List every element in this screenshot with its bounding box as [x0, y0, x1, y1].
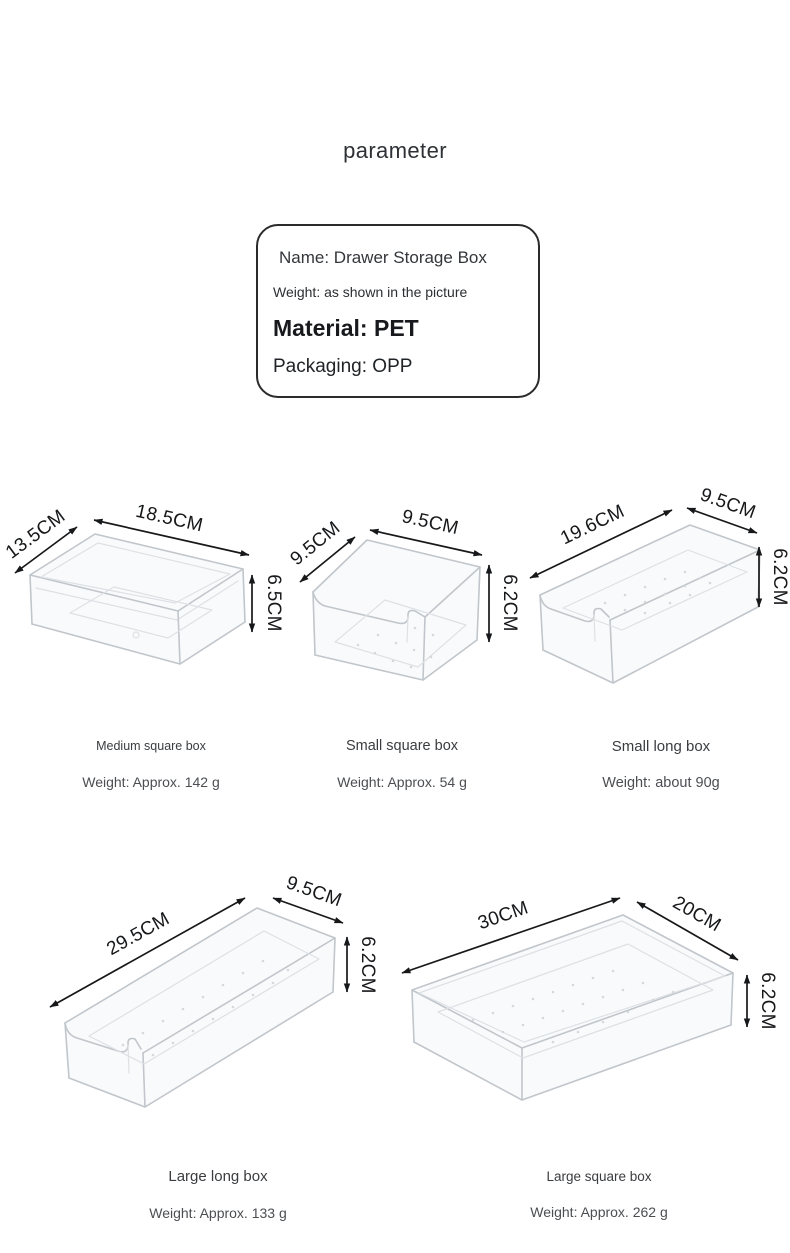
small-square-box-illustration — [283, 495, 520, 700]
product-weight: Weight: Approx. 142 g — [82, 773, 220, 790]
figure-small-long-box — [525, 483, 790, 695]
dimension-label-height: 6.2CM — [499, 574, 520, 632]
box-drawing — [30, 534, 245, 664]
spec-material-line: Material: PET — [273, 315, 419, 342]
spec-card — [256, 224, 540, 398]
figure-medium-square-box — [2, 498, 284, 694]
dimension-label-width: 9.5CM — [697, 484, 759, 524]
label-small-long-box — [602, 739, 719, 791]
spec-name-line: Name: Drawer Storage Box — [279, 248, 487, 267]
figure-large-long-box — [33, 872, 383, 1120]
label-medium-square-box — [82, 740, 220, 790]
large-long-box-illustration — [33, 872, 383, 1120]
dimension-label-width: 9.5CM — [399, 506, 461, 540]
box-drawing — [65, 908, 335, 1107]
dimension-label-height: 6.2CM — [357, 936, 378, 994]
dimension-label-width: 9.5CM — [283, 872, 345, 912]
product-name: Small long box — [611, 738, 711, 755]
dimension-label-width: 18.5CM — [133, 500, 205, 537]
box-drawing — [540, 525, 760, 683]
spec-weight-line: Weight: as shown in the picture — [273, 284, 468, 301]
label-large-square-box — [530, 1170, 668, 1220]
figure-large-square-box — [393, 880, 788, 1130]
medium-square-box-illustration — [2, 498, 284, 694]
dimension-label-height: 6.5CM — [263, 574, 284, 632]
label-small-square-box — [337, 739, 467, 790]
figure-small-square-box — [283, 495, 520, 700]
large-square-box-illustration — [393, 880, 788, 1130]
product-name: Large square box — [546, 1169, 652, 1184]
product-weight: Weight: Approx. 133 g — [149, 1204, 287, 1221]
dimension-label-height: 6.2CM — [757, 972, 778, 1030]
dimension-label-length: 19.6CM — [557, 500, 628, 550]
product-weight: Weight: about 90g — [602, 774, 720, 791]
dimension-label-length: 30CM — [475, 897, 532, 935]
spec-packaging-line: Packaging: OPP — [273, 355, 413, 377]
page-title: parameter — [343, 138, 447, 163]
small-long-box-illustration — [525, 483, 790, 695]
dimension-label-depth: 13.5CM — [2, 505, 70, 564]
dimension-label-length: 29.5CM — [103, 908, 174, 961]
product-weight: Weight: Approx. 54 g — [337, 773, 467, 790]
dimension-label-height: 6.2CM — [769, 548, 790, 606]
dimension-label-depth: 9.5CM — [286, 517, 345, 570]
product-name: Small square box — [345, 738, 459, 754]
label-large-long-box — [149, 1169, 287, 1221]
product-name: Large long box — [168, 1168, 268, 1185]
product-name: Medium square box — [96, 739, 206, 753]
product-weight: Weight: Approx. 262 g — [530, 1203, 668, 1220]
dimension-label-width: 20CM — [669, 892, 725, 937]
box-drawing — [412, 915, 733, 1100]
box-drawing — [313, 540, 480, 680]
